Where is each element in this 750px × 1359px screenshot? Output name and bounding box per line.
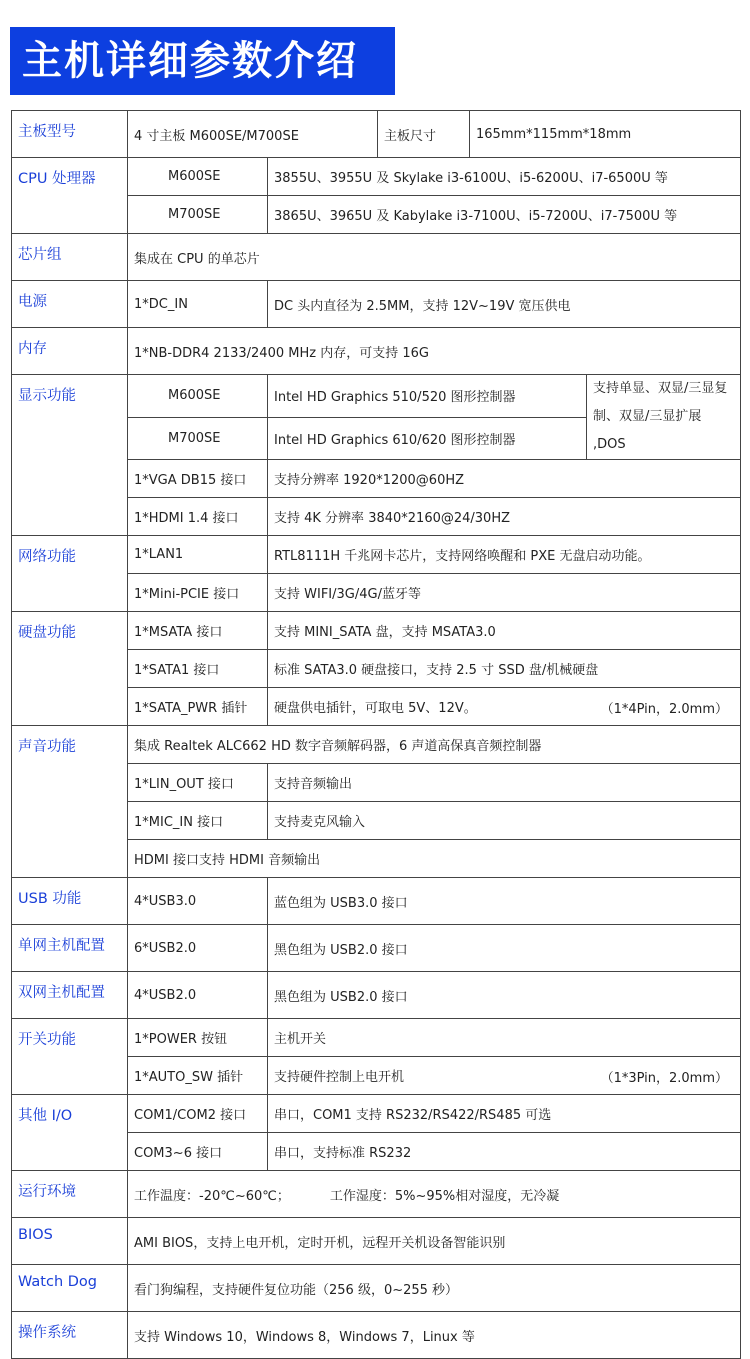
page-title: 主机详细参数介绍 (22, 38, 358, 84)
table-row (12, 111, 741, 158)
auto-sw-desc-text: 支持硬件控制上电开机 (274, 1070, 405, 1085)
row-label-audio: 声音功能 (12, 726, 128, 878)
table-row (12, 1218, 741, 1265)
row-label-mainboard: 主板型号 (12, 111, 128, 158)
cell-pcie-port: 1*Mini-PCIE 接口 (128, 574, 268, 612)
cell-lineout-port: 1*LIN_OUT 接口 (128, 764, 268, 802)
row-label-storage: 硬盘功能 (12, 612, 128, 726)
row-label-cpu: CPU 处理器 (12, 158, 128, 234)
cell-vga-port: 1*VGA DB15 接口 (128, 460, 268, 498)
cell-cpu-m700: M700SE (128, 196, 268, 234)
row-label-bios: BIOS (12, 1218, 128, 1265)
cell-display-m600: M600SE (128, 375, 268, 418)
cell-hdmi-desc: 支持 4K 分辨率 3840*2160@24/30HZ (268, 498, 741, 536)
table-row (12, 726, 741, 764)
row-label-other-io: 其他 I/O (12, 1095, 128, 1171)
row-label-chipset: 芯片组 (12, 234, 128, 281)
cell-sata-port: 1*SATA1 接口 (128, 650, 268, 688)
cell-display-note: 支持单显、双显/三显复制、双显/三显扩展 ,DOS (587, 375, 741, 460)
cell-msata-desc: 支持 MINI_SATA 盘，支持 MSATA3.0 (268, 612, 741, 650)
row-label-display: 显示功能 (12, 375, 128, 536)
cell-vga-desc: 支持分辨率 1920*1200@60HZ (268, 460, 741, 498)
cell-sata-pwr-desc (268, 688, 741, 726)
cell-power-desc: DC 头内直径为 2.5MM，支持 12V~19V 宽压供电 (268, 281, 741, 328)
table-row (12, 1019, 741, 1057)
cell-environment-value (128, 1171, 741, 1218)
table-row (12, 972, 741, 1019)
environment-temp: 工作温度：-20℃~60℃； (134, 1188, 290, 1204)
table-row (12, 375, 741, 418)
cell-single-lan-desc: 黑色组为 USB2.0 接口 (268, 925, 741, 972)
row-label-os: 操作系统 (12, 1312, 128, 1359)
cell-com36-port: COM3~6 接口 (128, 1133, 268, 1171)
row-label-dual-lan: 双网主机配置 (12, 972, 128, 1019)
row-label-network: 网络功能 (12, 536, 128, 612)
row-label-single-lan: 单网主机配置 (12, 925, 128, 972)
cell-display-m700: M700SE (128, 417, 268, 460)
cell-hdmi-port: 1*HDMI 1.4 接口 (128, 498, 268, 536)
cell-dual-lan-port: 4*USB2.0 (128, 972, 268, 1019)
cell-com12-desc: 串口，COM1 支持 RS232/RS422/RS485 可选 (268, 1095, 741, 1133)
sata-pwr-desc-text: 硬盘供电插针，可取电 5V、12V。 (274, 701, 477, 716)
table-row (12, 1265, 741, 1312)
title-banner (10, 27, 395, 95)
cell-com36-desc: 串口，支持标准 RS232 (268, 1133, 741, 1171)
cell-board-size-value: 165mm*115mm*18mm (470, 111, 741, 158)
table-row (12, 1095, 741, 1133)
cell-power-port: 1*DC_IN (128, 281, 268, 328)
cell-cpu-m600: M600SE (128, 158, 268, 196)
cell-usb-port: 4*USB3.0 (128, 878, 268, 925)
table-row (12, 234, 741, 281)
cell-os-value: 支持 Windows 10，Windows 8，Windows 7，Linux 等 (128, 1312, 741, 1359)
cell-usb-desc: 蓝色组为 USB3.0 接口 (268, 878, 741, 925)
cell-sata-desc: 标准 SATA3.0 硬盘接口，支持 2.5 寸 SSD 盘/机械硬盘 (268, 650, 741, 688)
table-row (12, 1312, 741, 1359)
row-label-watchdog: Watch Dog (12, 1265, 128, 1312)
sata-pwr-spec: （1*4Pin，2.0mm） (600, 702, 729, 717)
cell-mic-desc: 支持麦克风输入 (268, 802, 741, 840)
cell-power-button-desc: 主机开关 (268, 1019, 741, 1057)
cell-lan-desc: RTL8111H 千兆网卡芯片，支持网络唤醒和 PXE 无盘启动功能。 (268, 536, 741, 574)
cell-pcie-desc: 支持 WIFI/3G/4G/蓝牙等 (268, 574, 741, 612)
cell-audio-codec: 集成 Realtek ALC662 HD 数字音频解码器，6 声道高保真音频控制器 (128, 726, 741, 764)
spec-table (11, 110, 741, 1359)
cell-cpu-m600-value: 3855U、3955U 及 Skylake i3-6100U、i5-6200U、i7-6500U 等 (268, 158, 741, 196)
cell-chipset-value: 集成在 CPU 的单芯片 (128, 234, 741, 281)
cell-sata-pwr-port: 1*SATA_PWR 插针 (128, 688, 268, 726)
table-row (12, 281, 741, 328)
cell-board-size-label: 主板尺寸 (378, 111, 470, 158)
cell-com12-port: COM1/COM2 接口 (128, 1095, 268, 1133)
cell-dual-lan-desc: 黑色组为 USB2.0 接口 (268, 972, 741, 1019)
table-row (12, 158, 741, 196)
cell-power-button-port: 1*POWER 按钮 (128, 1019, 268, 1057)
cell-memory-value: 1*NB-DDR4 2133/2400 MHz 内存，可支持 16G (128, 328, 741, 375)
table-row (12, 1171, 741, 1218)
table-row (12, 925, 741, 972)
auto-sw-spec: （1*3Pin，2.0mm） (600, 1071, 729, 1086)
cell-lineout-desc: 支持音频输出 (268, 764, 741, 802)
cell-cpu-m700-value: 3865U、3965U 及 Kabylake i3-7100U、i5-7200U、i7-7500U 等 (268, 196, 741, 234)
row-label-memory: 内存 (12, 328, 128, 375)
cell-auto-sw-desc (268, 1057, 741, 1095)
cell-hdmi-audio: HDMI 接口支持 HDMI 音频输出 (128, 840, 741, 878)
cell-display-m700-value: Intel HD Graphics 610/620 图形控制器 (268, 417, 587, 460)
cell-bios-value: AMI BIOS，支持上电开机，定时开机，远程开关机设备智能识别 (128, 1218, 741, 1265)
row-label-power: 电源 (12, 281, 128, 328)
table-row (12, 612, 741, 650)
cell-msata-port: 1*MSATA 接口 (128, 612, 268, 650)
table-row (12, 328, 741, 375)
cell-auto-sw-port: 1*AUTO_SW 插针 (128, 1057, 268, 1095)
row-label-environment: 运行环境 (12, 1171, 128, 1218)
row-label-usb: USB 功能 (12, 878, 128, 925)
table-row (12, 536, 741, 574)
cell-lan-port: 1*LAN1 (128, 536, 268, 574)
environment-humidity: 工作湿度：5%~95%相对湿度，无冷凝 (329, 1188, 560, 1204)
cell-single-lan-port: 6*USB2.0 (128, 925, 268, 972)
cell-watchdog-value: 看门狗编程，支持硬件复位功能（256 级，0~255 秒） (128, 1265, 741, 1312)
cell-mic-port: 1*MIC_IN 接口 (128, 802, 268, 840)
cell-mainboard-value: 4 寸主板 M600SE/M700SE (128, 111, 378, 158)
table-row (12, 878, 741, 925)
cell-display-m600-value: Intel HD Graphics 510/520 图形控制器 (268, 375, 587, 418)
row-label-switch: 开关功能 (12, 1019, 128, 1095)
